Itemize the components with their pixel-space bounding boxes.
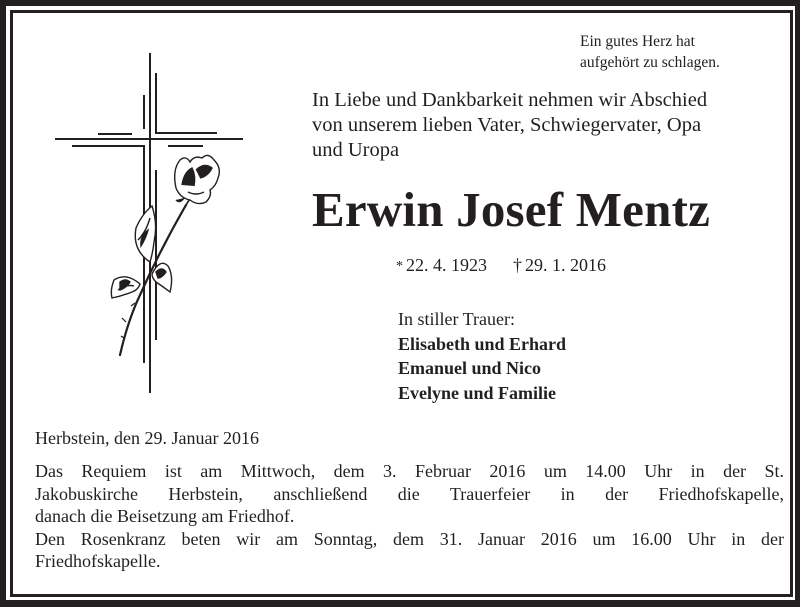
intro-text: [312, 88, 707, 163]
mourners-block: [398, 307, 566, 405]
motto-line: aufgehört zu schlagen.: [580, 54, 720, 71]
body-line: Friedhofskapelle.: [35, 551, 161, 572]
motto: [580, 31, 720, 73]
birth-date: 22. 4. 1923: [406, 255, 487, 275]
motto-line: Ein gutes Herz hat: [580, 33, 695, 50]
intro-line: von unserem lieben Vater, Schwiegervater, Opa: [312, 114, 702, 136]
mourner: Evelyne und Familie: [398, 382, 557, 403]
life-dates: [396, 253, 606, 279]
service-details: [35, 460, 784, 573]
intro-line: In Liebe und Dankbarkeit nehmen wir Abschied: [312, 89, 708, 111]
body-line: Das Requiem ist am Mittwoch, dem 3. Februar 2016 um 14.00 Uhr in der St.: [35, 461, 784, 481]
death-dagger-icon: †: [513, 255, 522, 275]
body-line: Den Rosenkranz beten wir am Sonntag, dem 31. Januar 2016 um 16.00 Uhr in der: [35, 528, 784, 549]
mourners-heading: In stiller Trauer:: [398, 309, 515, 329]
mourner: Elisabeth und Erhard: [398, 333, 567, 354]
death-date: 29. 1. 2016: [525, 255, 606, 275]
place-and-date: Herbstein, den 29. Januar 2016: [35, 428, 259, 448]
body-line: Jakobuskirche Herbstein, anschließend die Trauerfeier in der Friedhofskapelle,: [35, 483, 784, 504]
body-line: danach die Beisetzung am Friedhof.: [35, 506, 295, 527]
mourner: Emanuel und Nico: [398, 358, 542, 378]
deceased-name: Erwin Josef Mentz: [312, 182, 711, 237]
intro-line: und Uropa: [312, 139, 400, 161]
birth-star-icon: *: [396, 259, 403, 274]
